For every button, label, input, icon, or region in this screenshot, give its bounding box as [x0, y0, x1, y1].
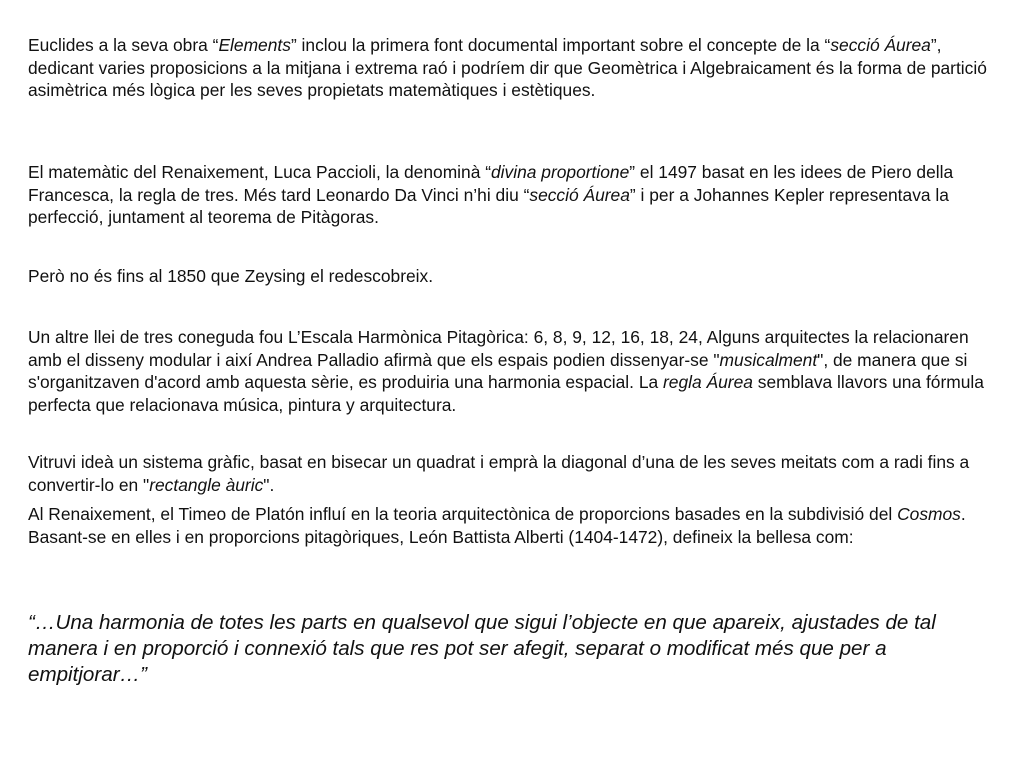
italic-term: musicalment: [719, 349, 818, 370]
italic-term: divina proportione: [491, 162, 630, 182]
quote-alberti: “…Una harmonia de totes les parts en qualsevol que sigui l’objecte en que apareix, ajustades de tal manera i en proporció i connexió tals que res pot ser afegit, separat o modificat més que per a empitjorar…”: [28, 611, 936, 686]
text-segment: Vitruvi ideà un sistema gràfic, basat en bisecar un quadrat i emprà la diagonal d’una de les seves meitats com a radi fins a convertir-lo en ": [28, 452, 970, 495]
text-segment: Un altre llei de tres coneguda fou L’Escala Harmònica Pitagòrica: 6, 8, 9, 12, 16, 18, 24, Alguns arquitectes la relacionaren amb el disseny modular i així Andrea Palladio afirmà que els espais podien dissenyar-se ": [28, 327, 969, 370]
italic-term: rectangle àuric: [149, 474, 264, 495]
paragraph-escala-harmonica: [28, 326, 998, 416]
paragraph-paccioli: [28, 161, 998, 229]
text-segment: ".: [263, 474, 275, 495]
italic-term: Cosmos: [897, 504, 961, 524]
text-segment: ” el 1497 basat en les idees de Piero della Francesca, la regla de tres. Més tard Leonardo Da Vinci n’hi diu “: [28, 162, 954, 205]
text-segment: Però no és fins al 1850 que Zeysing el redescobreix.: [28, 266, 434, 286]
italic-term: regla Áurea: [663, 372, 753, 393]
text-segment: ", de manera que si s'organitzaven d'acord amb aquesta sèrie, es produiria una harmonia espacial. La: [28, 349, 968, 393]
text-segment: semblava llavors una fórmula perfecta que relacionava música, pintura y arquitectura.: [28, 372, 984, 415]
paragraph-euclides: [28, 34, 998, 102]
paragraph-renaixement: [28, 503, 998, 548]
text-segment: ” inclou la primera font documental important sobre el concepte de la “: [290, 35, 831, 55]
text-segment: . Basant-se en elles i en proporcions pitagòriques, León Battista Alberti (1404-1472), defineix la bellesa com:: [28, 504, 966, 547]
text-segment: El matemàtic del Renaixement, Luca Paccioli, la denominà “: [28, 162, 492, 182]
paragraph-vitruvi: [28, 451, 998, 496]
paragraph-zeysing: [28, 265, 998, 288]
text-segment: ” i per a Johannes Kepler representava la perfecció, juntament al teorema de Pitàgoras.: [28, 184, 949, 228]
italic-term: secció Áurea: [830, 35, 931, 55]
text-segment: Euclides a la seva obra “: [28, 35, 219, 55]
italic-term: Elements: [218, 35, 291, 55]
text-segment: ”, dedicant varies proposicions a la mitjana i extrema raó i podríem dir que Geomètrica i Algebraicament és la forma de partició asimètrica més lògica per les seves propietats matemàtiques i estètiques.: [28, 35, 987, 101]
text-segment: Al Renaixement, el Timeo de Platón influí en la teoria arquitectònica de proporcions basades en la subdivisió del: [28, 504, 898, 524]
italic-term: secció Áurea: [529, 184, 630, 205]
